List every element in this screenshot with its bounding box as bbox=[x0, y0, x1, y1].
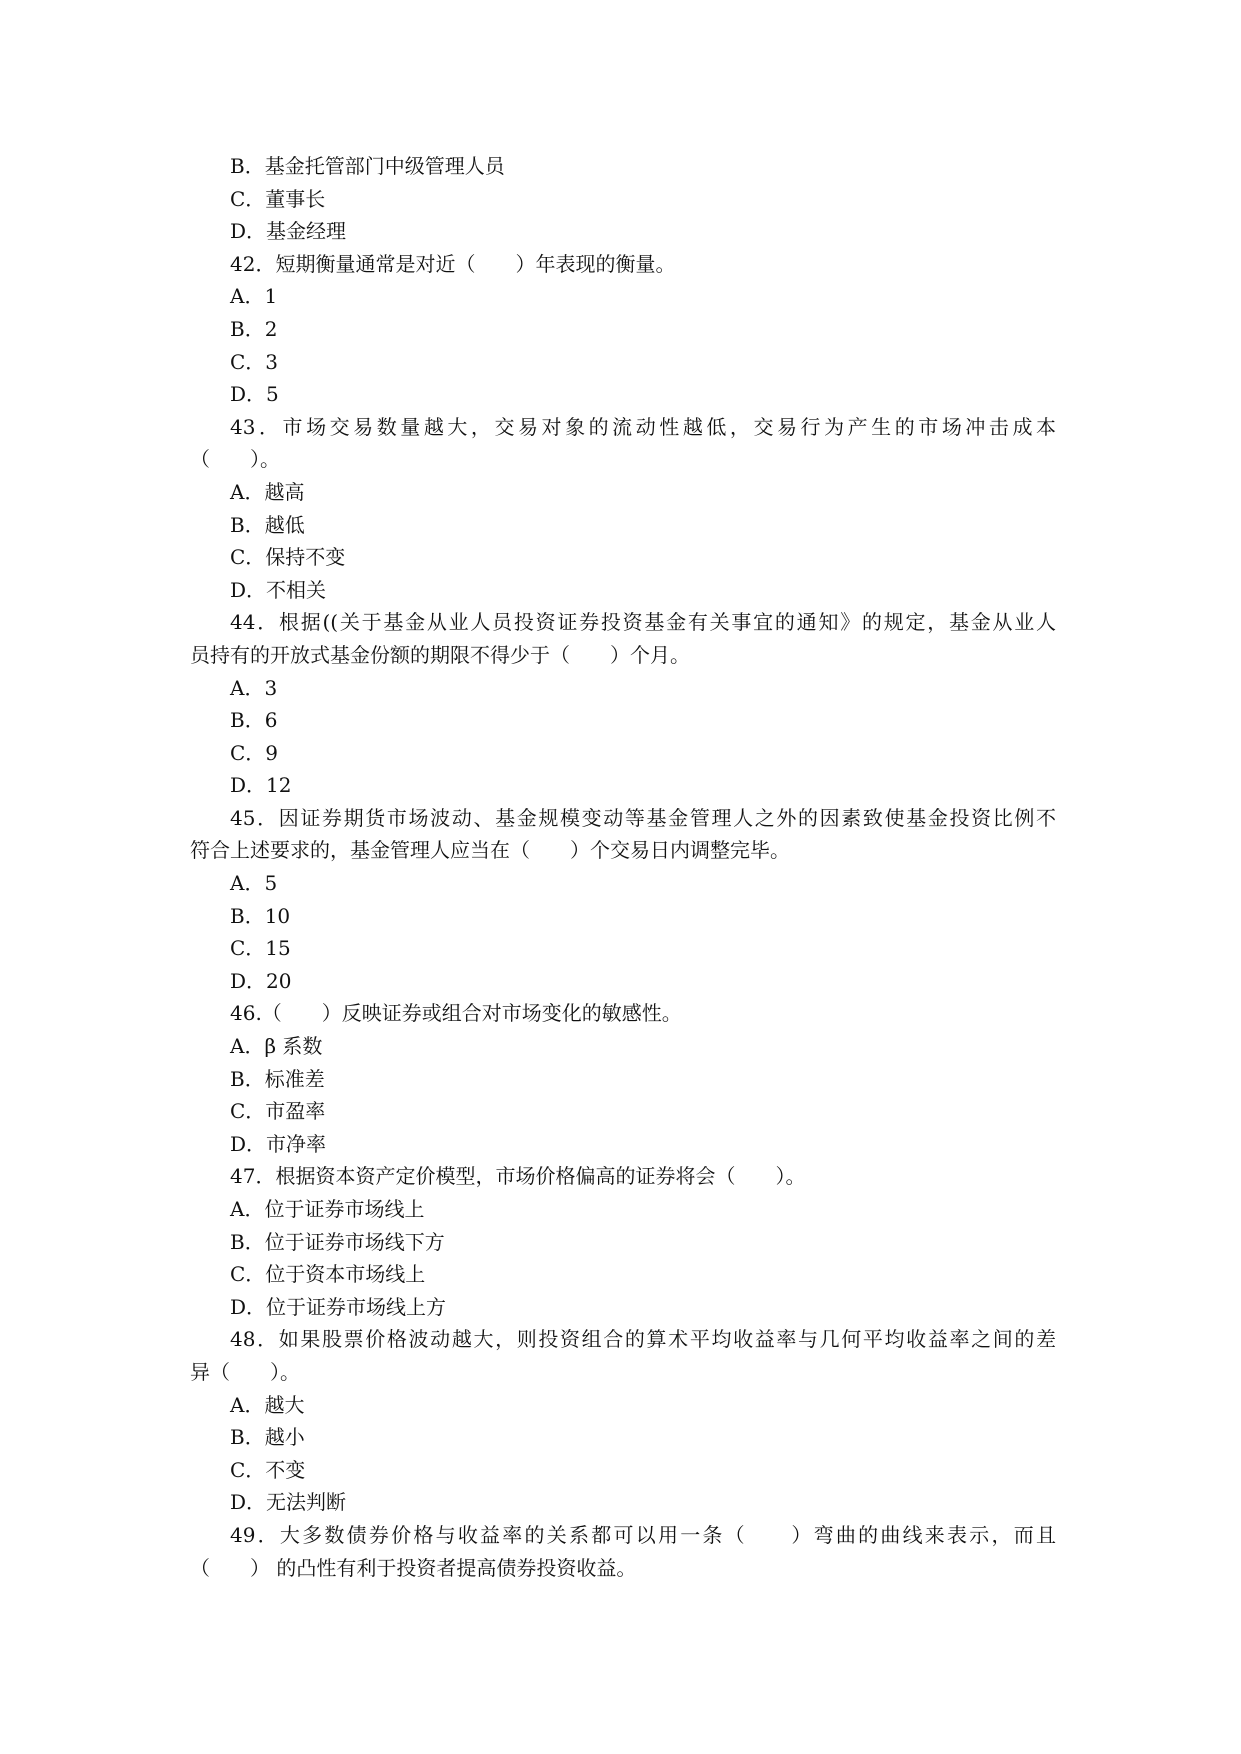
question-49-continuation: （ ） 的凸性有利于投资者提高债券投资收益。 bbox=[190, 1555, 637, 1580]
question-42: 42．短期衡量通常是对近（ ）年表现的衡量。 bbox=[230, 251, 676, 276]
option-line: A．1 bbox=[230, 284, 278, 309]
option-line: B．越小 bbox=[230, 1425, 305, 1450]
option-line: B．基金托管部门中级管理人员 bbox=[230, 154, 505, 178]
option-line: B．越低 bbox=[230, 512, 305, 537]
option-line: D．不相关 bbox=[230, 577, 327, 602]
question-49: 49．大多数债券价格与收益率的关系都可以用一条（ ）弯曲的曲线来表示，而且 bbox=[230, 1522, 1056, 1547]
question-45: 45．因证券期货市场波动、基金规模变动等基金管理人之外的因素致使基金投资比例不 bbox=[230, 805, 1056, 830]
option-line: C．9 bbox=[230, 740, 279, 765]
option-line: C．3 bbox=[230, 349, 279, 374]
option-line: B．6 bbox=[230, 708, 278, 733]
option-line: A．5 bbox=[230, 871, 278, 896]
question-44-continuation: 员持有的开放式基金份额的期限不得少于（ ）个月。 bbox=[190, 642, 690, 667]
option-line: C．不变 bbox=[230, 1457, 306, 1482]
option-line: D．位于证券市场线上方 bbox=[230, 1294, 447, 1319]
option-line: D．基金经理 bbox=[230, 219, 347, 244]
option-line: A．位于证券市场线上 bbox=[230, 1197, 425, 1221]
option-line: D．5 bbox=[230, 382, 279, 407]
option-line: B．10 bbox=[230, 903, 291, 928]
option-line: C．位于资本市场线上 bbox=[230, 1262, 426, 1287]
option-line: D．市净率 bbox=[230, 1131, 327, 1156]
option-line: C．董事长 bbox=[230, 186, 326, 211]
question-43-continuation: （ ）。 bbox=[190, 447, 280, 472]
question-48-continuation: 异（ ）。 bbox=[190, 1359, 300, 1384]
option-line: D．20 bbox=[230, 968, 292, 993]
option-line: B．2 bbox=[230, 316, 278, 341]
question-45-continuation: 符合上述要求的，基金管理人应当在（ ）个交易日内调整完毕。 bbox=[190, 838, 790, 863]
option-line: C．15 bbox=[230, 936, 291, 961]
option-line: A．β 系数 bbox=[230, 1034, 323, 1059]
question-48: 48．如果股票价格波动越大，则投资组合的算术平均收益率与几何平均收益率之间的差 bbox=[230, 1327, 1056, 1352]
option-line: B．位于证券市场线下方 bbox=[230, 1229, 445, 1254]
option-line: D．12 bbox=[230, 773, 292, 798]
option-line: A．越大 bbox=[230, 1392, 305, 1417]
option-line: C．保持不变 bbox=[230, 545, 346, 570]
question-43: 43．市场交易数量越大，交易对象的流动性越低，交易行为产生的市场冲击成本 bbox=[230, 414, 1056, 439]
option-line: C．市盈率 bbox=[230, 1099, 326, 1124]
question-46: 46.（ ）反映证券或组合对市场变化的敏感性。 bbox=[230, 1001, 682, 1026]
option-line: B．标准差 bbox=[230, 1066, 325, 1091]
question-44: 44．根据((关于基金从业人员投资证券投资基金有关事宜的通知》的规定，基金从业人 bbox=[230, 610, 1056, 635]
option-line: A．3 bbox=[230, 675, 278, 700]
question-list bbox=[190, 150, 1056, 1584]
question-47: 47．根据资本资产定价模型，市场价格偏高的证券将会（ ）。 bbox=[230, 1164, 806, 1189]
option-line: A．越高 bbox=[230, 479, 305, 504]
option-line: D．无法判断 bbox=[230, 1490, 347, 1515]
